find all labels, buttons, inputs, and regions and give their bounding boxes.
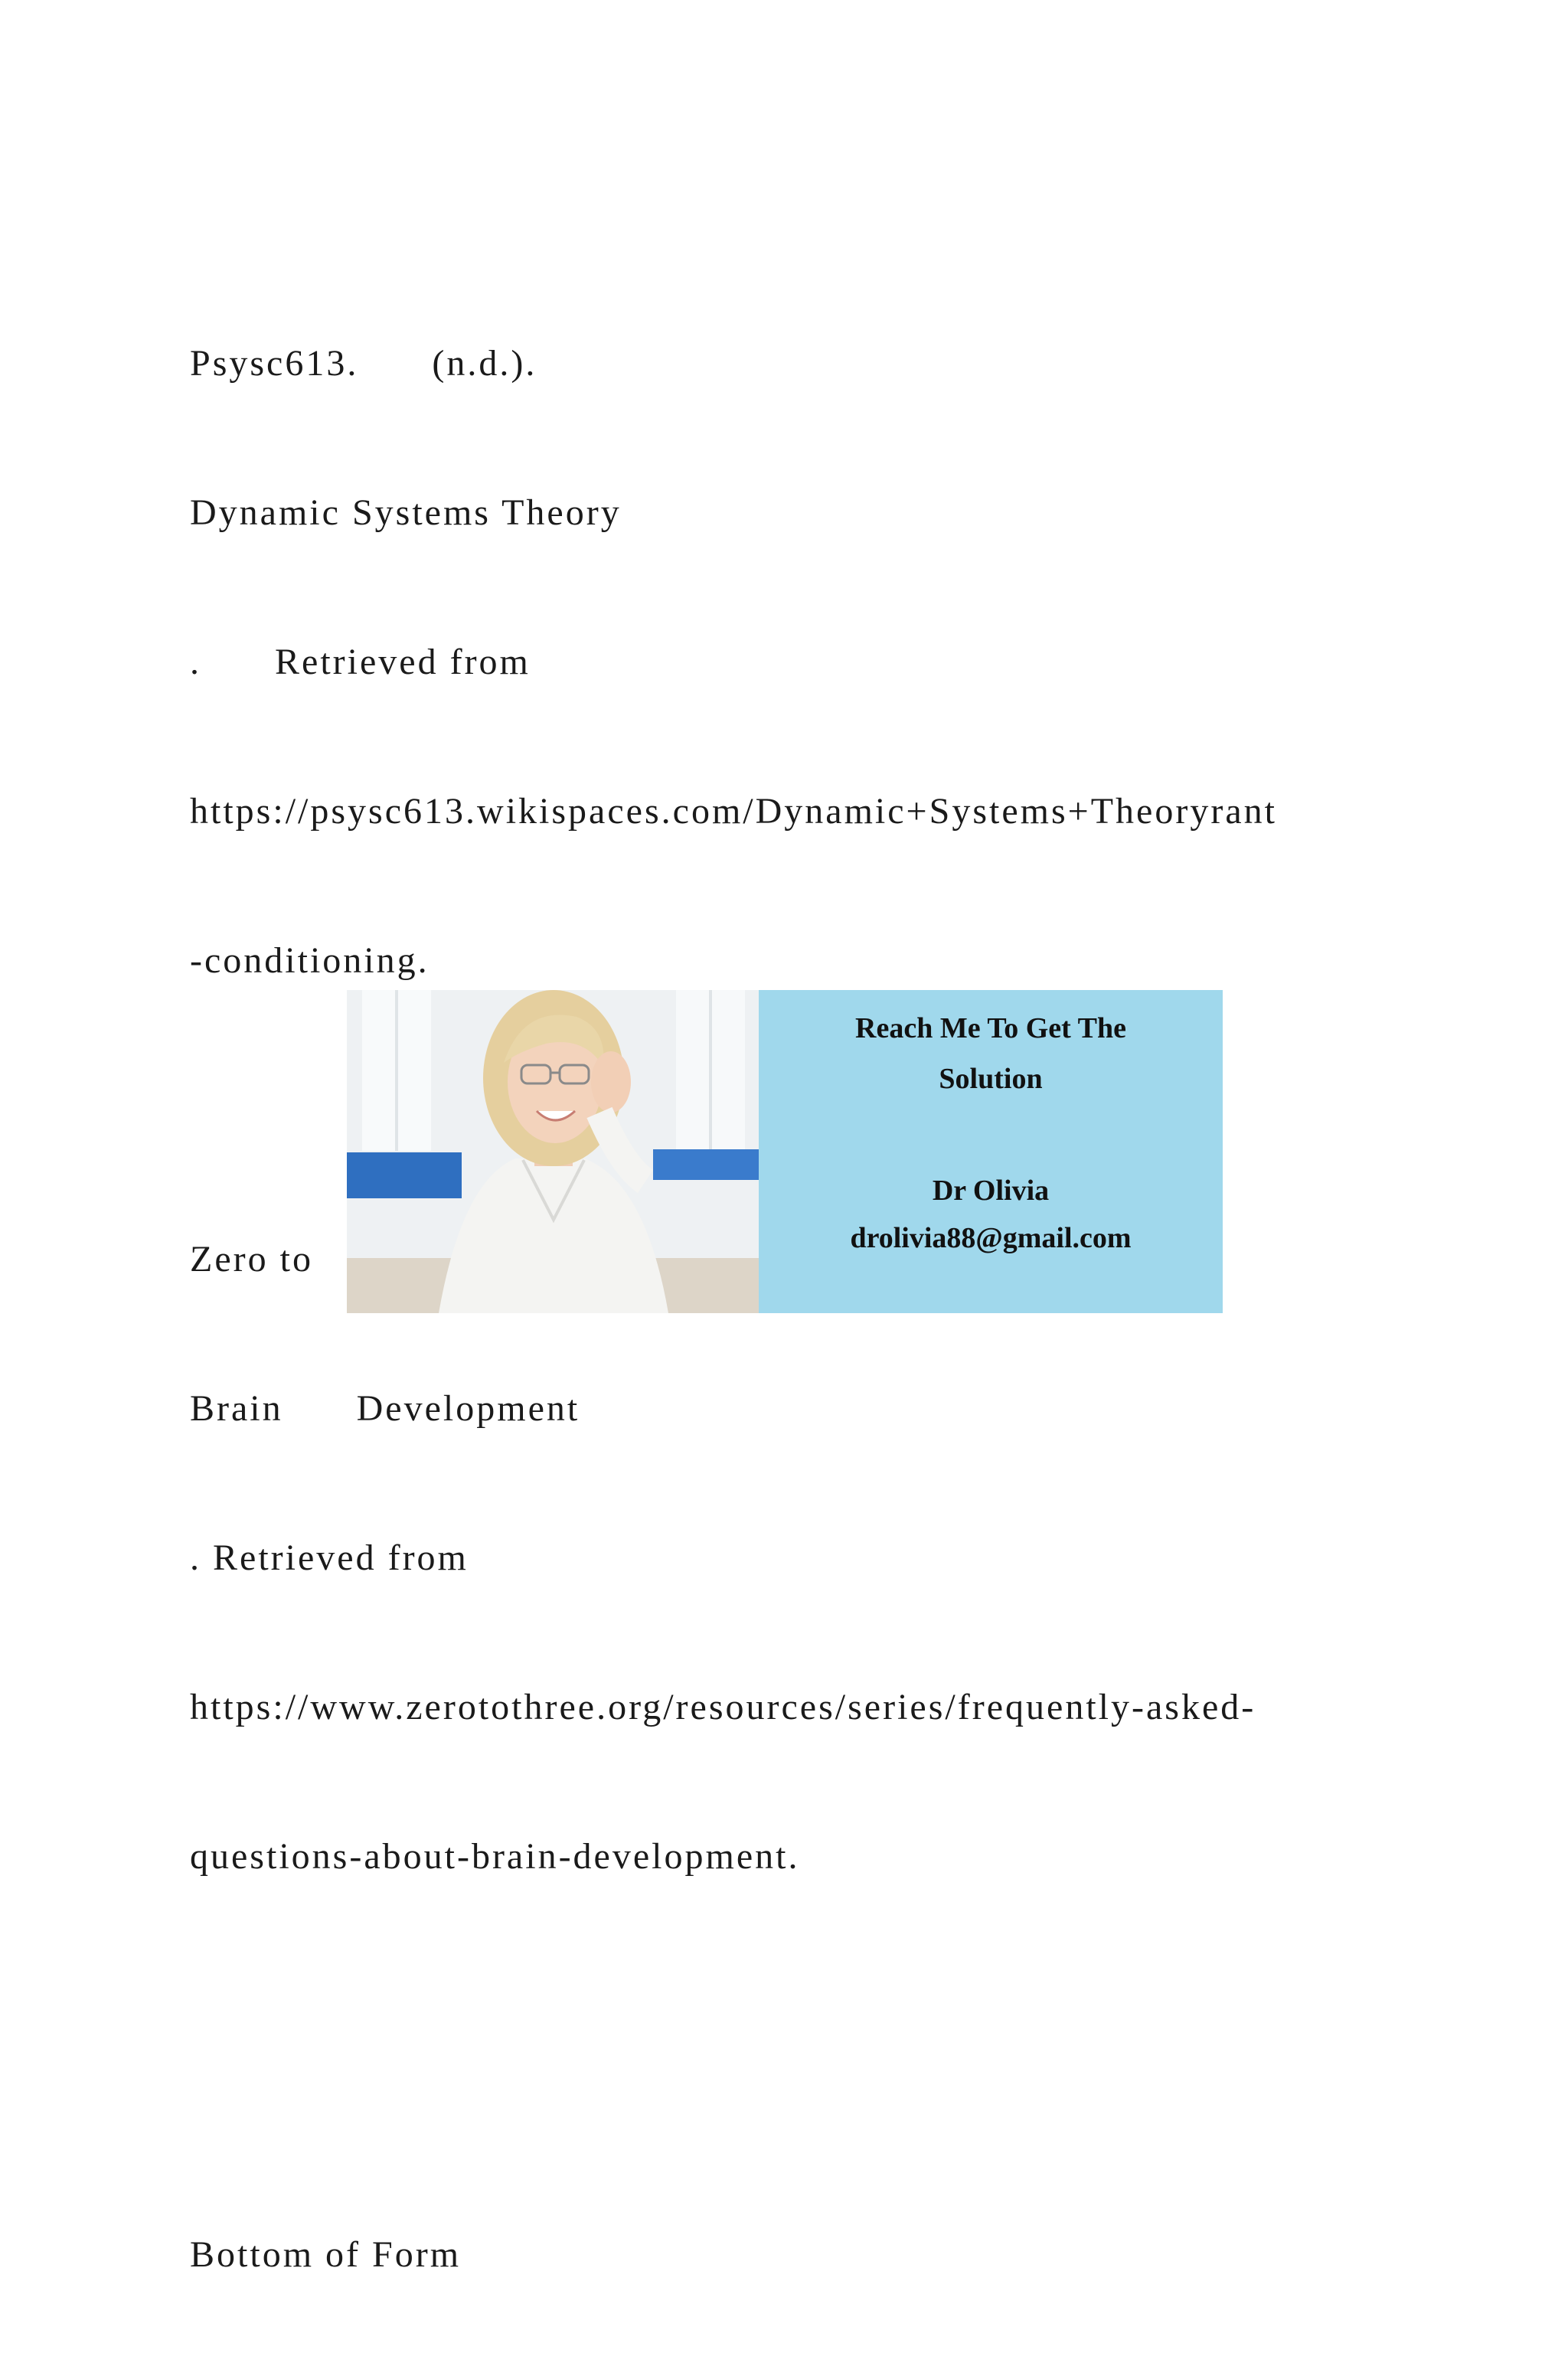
banner-headline-line2: Solution (939, 1063, 1043, 1095)
banner-headline-line1: Reach Me To Get The (855, 1012, 1126, 1044)
bottom-of-form-label: Bottom of Form (190, 2234, 462, 2275)
reference-1-url-line1: https://psysc613.wikispaces.com/Dynamic+Systems+Theoryrant (190, 791, 1277, 832)
banner-photo (347, 990, 759, 1313)
reference-2-title-line (190, 1384, 1446, 1433)
reference-1-date: (n.d.). (432, 343, 537, 384)
contact-banner (347, 990, 1223, 1313)
reference-2-author-a: Zero to (190, 1239, 313, 1279)
reference-2-url-line1: https://www.zerotothree.org/resources/series/frequently-asked- (190, 1687, 1256, 1727)
woman-portrait-image (347, 990, 759, 1313)
reference-1-author-line (190, 338, 1446, 388)
reference-1-title: Dynamic Systems Theory (190, 492, 622, 533)
reference-1-retrieved-line (190, 637, 1446, 687)
reference-2-retrieved: . Retrieved from (190, 1538, 469, 1578)
reference-1-period: . (190, 642, 201, 682)
reference-2-url-line2: questions-about-brain-development. (190, 1836, 800, 1877)
banner-contact-email: drolivia88@gmail.com (850, 1222, 1132, 1254)
banner-contact-panel (759, 990, 1223, 1313)
reference-2-title-b: Development (356, 1388, 580, 1429)
reference-2-title-a: Brain (190, 1388, 283, 1429)
banner-contact-name: Dr Olivia (932, 1175, 1050, 1207)
reference-1-url-line2: -conditioning. (190, 940, 430, 981)
reference-1-author: Psysc613. (190, 343, 359, 384)
reference-1-retrieved: Retrieved from (275, 642, 531, 682)
